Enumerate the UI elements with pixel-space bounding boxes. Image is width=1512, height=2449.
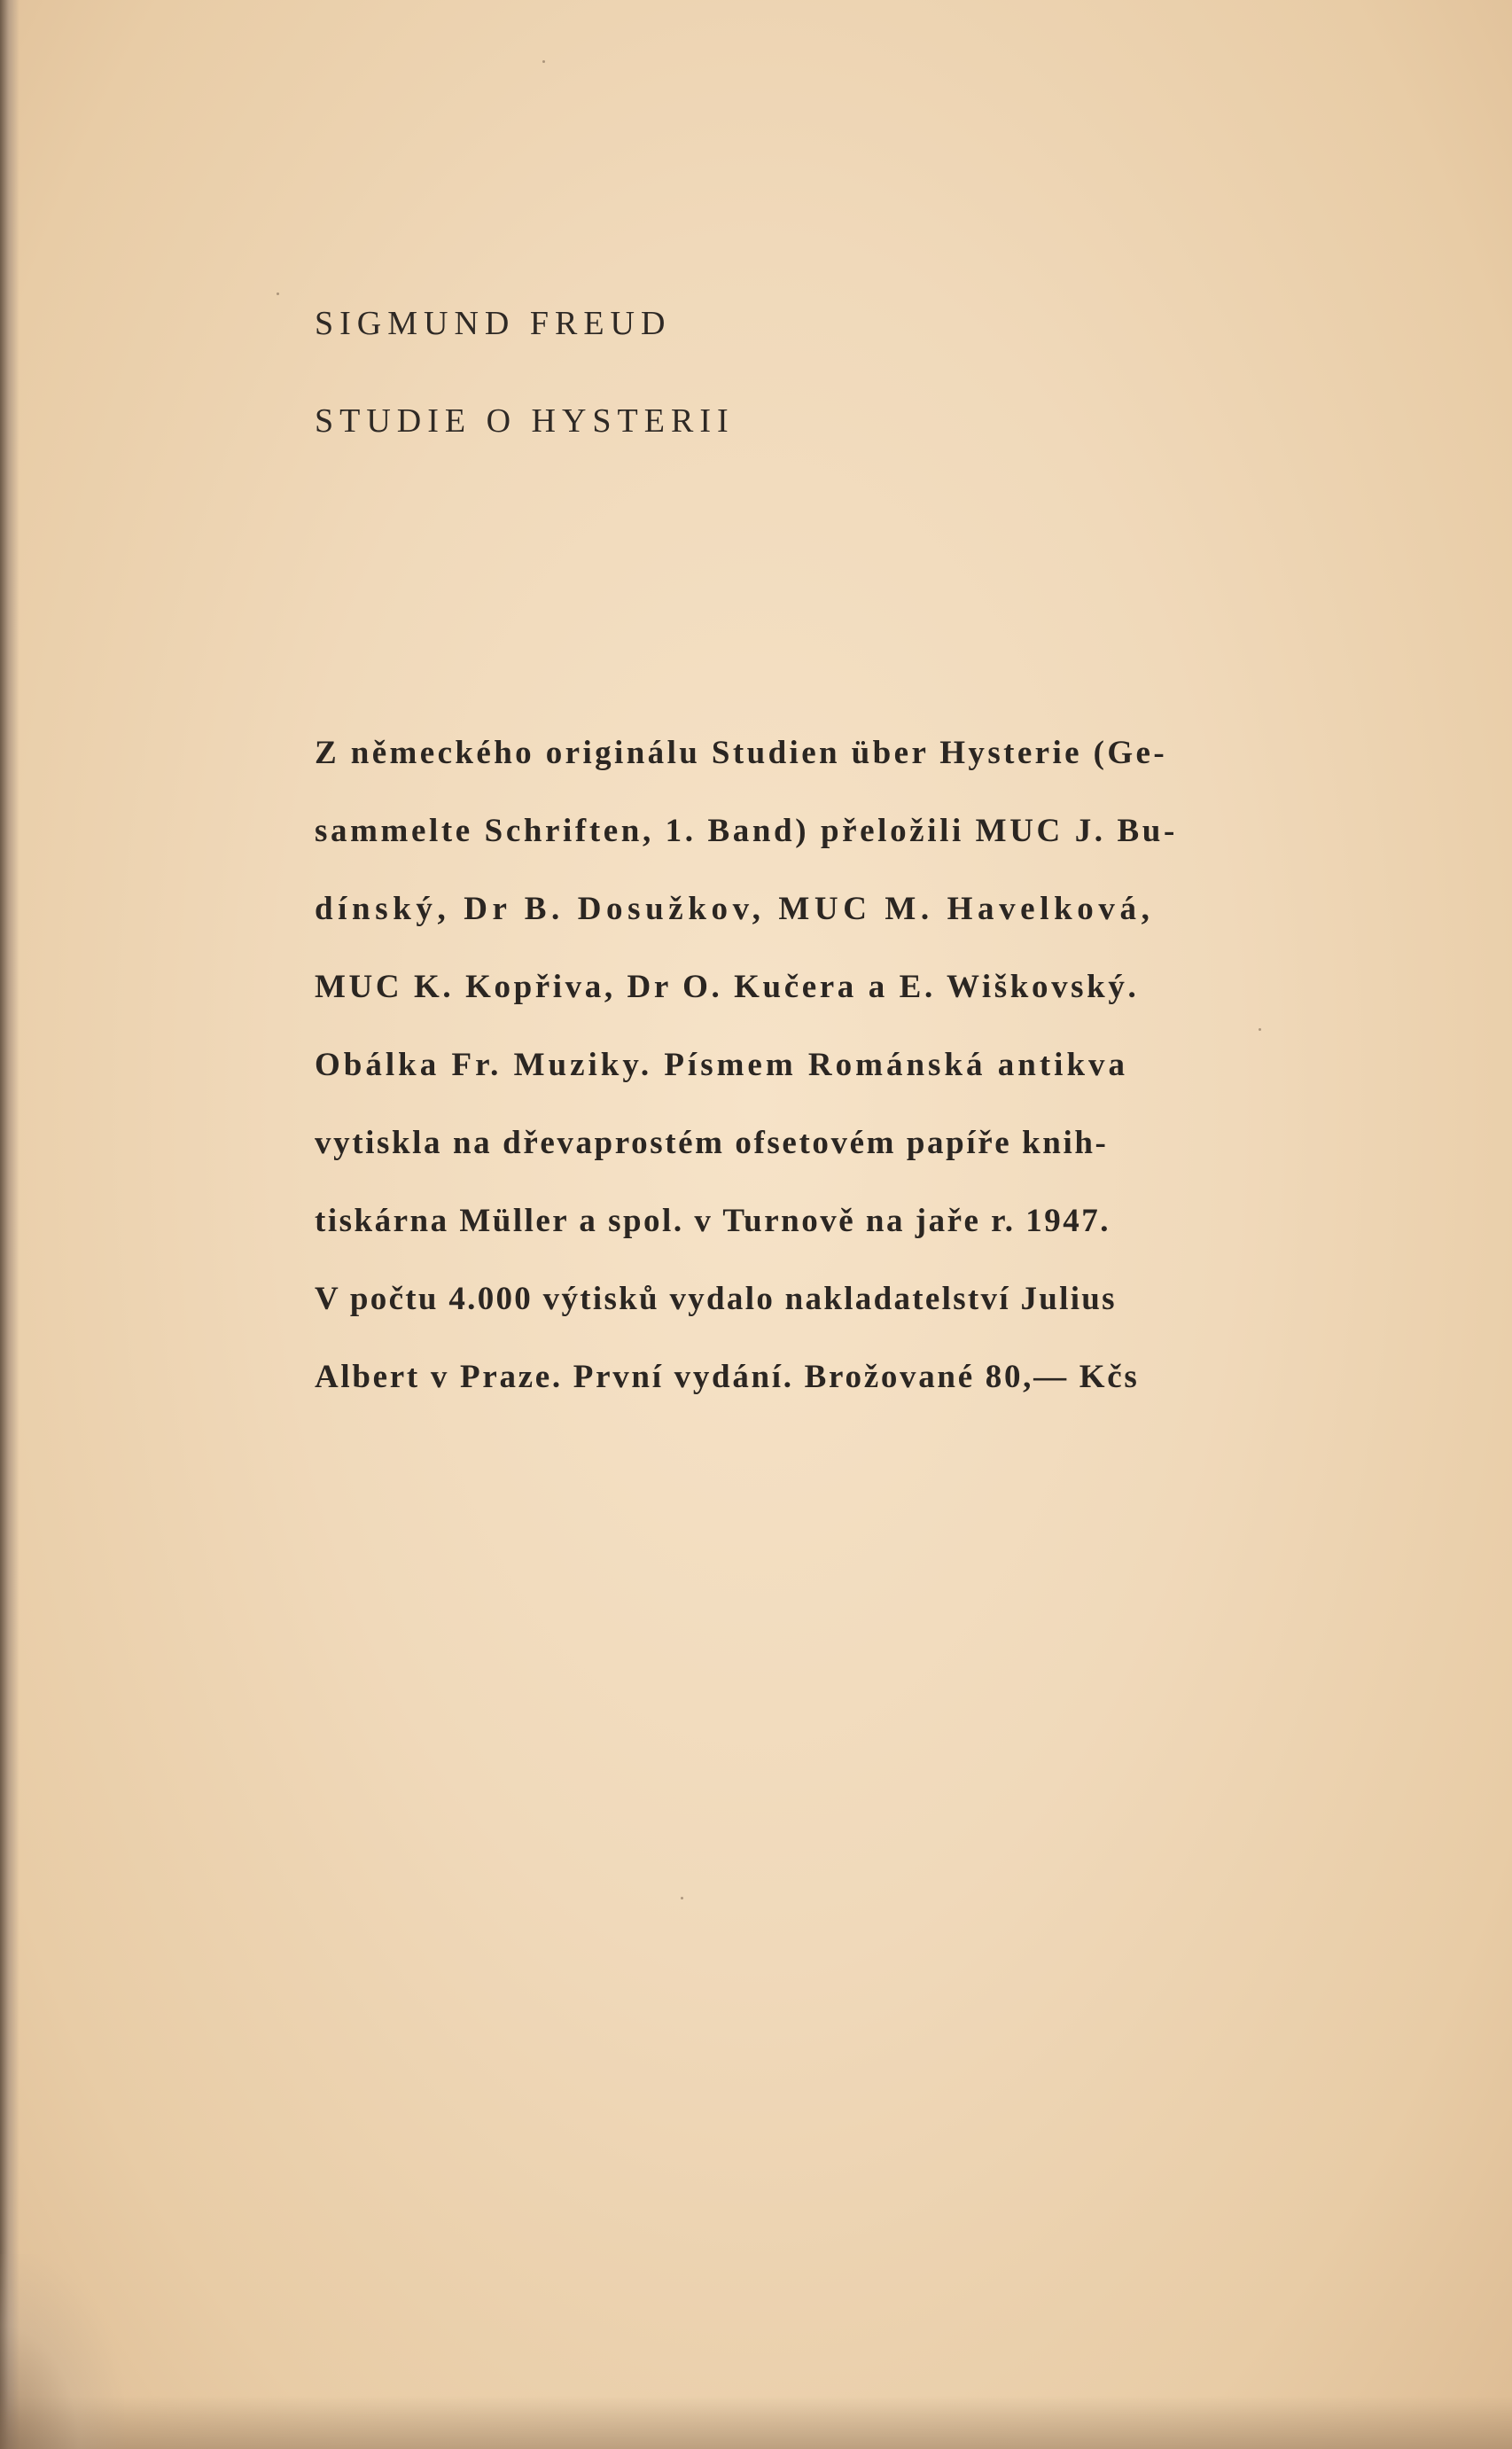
colophon-line: dínský, Dr B. Dosužkov, MUC M. Havelková, [315, 891, 1155, 927]
colophon-line: Albert v Praze. První vydání. Brožované 80,— Kčs [315, 1359, 1140, 1395]
colophon-line: tiskárna Müller a spol. v Turnově na jaře r. 1947. [315, 1203, 1111, 1239]
colophon-line: sammelte Schriften, 1. Band) přeložili MUC J. Bu- [315, 813, 1178, 849]
paper-speck [277, 292, 279, 295]
colophon-line: V počtu 4.000 výtisků vydalo nakladatelství Julius [315, 1281, 1117, 1317]
page-bottom-edge-shadow [0, 2396, 1512, 2449]
colophon-line: Z německého originálu Studien über Hysterie (Ge- [315, 735, 1168, 771]
page-left-edge-shadow [0, 0, 19, 2449]
author-name: SIGMUND FREUD [315, 305, 672, 342]
paper-speck [681, 1897, 683, 1899]
book-title: STUDIE O HYSTERII [315, 402, 735, 440]
colophon-line: vytiskla na dřevaprostém ofsetovém papíře knih- [315, 1125, 1109, 1161]
colophon-line: MUC K. Kopřiva, Dr O. Kučera a E. Wiškovský. [315, 969, 1140, 1005]
paper-speck [542, 60, 545, 63]
colophon-block [315, 729, 1360, 1431]
colophon-line: Obálka Fr. Muziky. Písmem Románská antikva [315, 1047, 1129, 1083]
corner-stain [0, 2254, 124, 2449]
